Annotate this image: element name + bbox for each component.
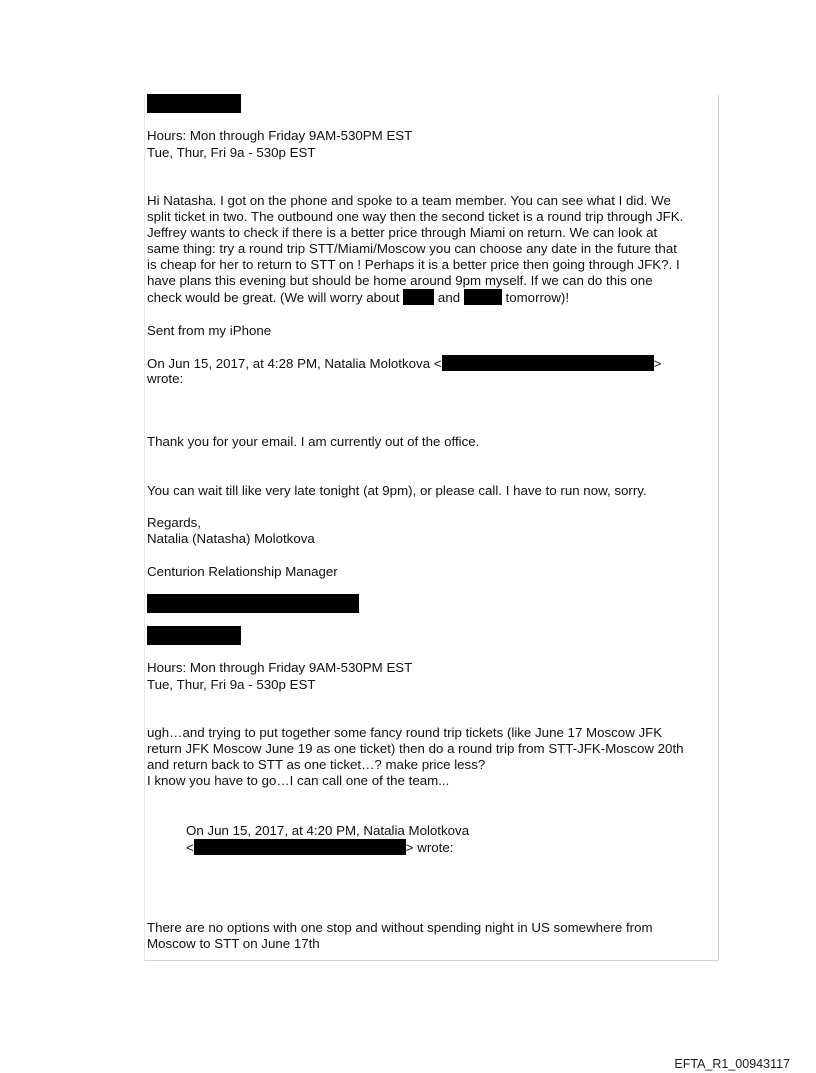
quote-body: You can wait till like very late tonight (at 9pm), or please call. I have to run now, sorry.: [147, 483, 647, 498]
quote-body: Thank you for your email. I am currently out of the office.: [147, 434, 480, 449]
redaction-bar: [147, 626, 241, 645]
message-line: return JFK Moscow June 19 as one ticket) then do a round trip from STT-JFK-Moscow 20th: [147, 741, 684, 756]
quote-header-text: > wrote:: [405, 840, 454, 855]
quote-header-text: On Jun 15, 2017, at 4:28 PM, Natalia Molotkova <: [147, 356, 442, 371]
reply-line: same thing: try a round trip STT/Miami/Moscow you can choose any date in the future that: [147, 241, 677, 256]
reply-line: [147, 289, 719, 306]
sender-title: Centurion Relationship Manager: [147, 564, 338, 579]
quote-body-line: Moscow to STT on June 17th: [147, 936, 320, 951]
sender-name: Natalia (Natasha) Molotkova: [147, 531, 315, 546]
regards: Regards,: [147, 515, 201, 530]
reply-line: Jeffrey wants to check if there is a better price through Miami on return. We can look at: [147, 225, 658, 240]
message-line: ugh…and trying to put together some fancy round trip tickets (like June 17 Moscow JFK: [147, 725, 663, 740]
redaction-bar: [147, 594, 359, 613]
quote-body: [147, 920, 719, 952]
quote-header-text: <: [186, 840, 194, 855]
message-line: I know you have to go…I can call one of the team...: [147, 773, 450, 788]
quote-body-line: There are no options with one stop and without spending night in US somewhere from: [147, 920, 653, 935]
redaction-inline: [464, 289, 502, 305]
reply-line: have plans this evening but should be home around 9pm myself. If we can do this one: [147, 273, 653, 288]
quote-header: [186, 839, 453, 856]
reply-paragraph: [147, 193, 719, 306]
message-paragraph: [147, 725, 719, 789]
hours-line: Hours: Mon through Friday 9AM-530PM EST: [147, 128, 413, 143]
reply-line: Hi Natasha. I got on the phone and spoke to a team member. You can see what I did. We: [147, 193, 671, 208]
quote-wrote: wrote:: [147, 371, 184, 386]
redaction-inline: [403, 289, 434, 305]
reply-text: and: [437, 290, 461, 305]
document-id: EFTA_R1_00943117: [674, 1057, 790, 1071]
redaction-inline: [442, 355, 654, 371]
signature: Sent from my iPhone: [147, 323, 272, 338]
quote-header: [147, 355, 661, 372]
hours-line: Tue, Thur, Fri 9a - 530p EST: [147, 677, 316, 692]
quote-header: On Jun 15, 2017, at 4:20 PM, Natalia Molotkova: [186, 823, 470, 838]
redaction-inline: [194, 839, 406, 855]
reply-text: tomorrow)!: [505, 290, 570, 305]
message-line: and return back to STT as one ticket…? make price less?: [147, 757, 486, 772]
hours-line: Hours: Mon through Friday 9AM-530PM EST: [147, 660, 413, 675]
quote-header-text: >: [653, 356, 662, 371]
reply-text: check would be great. (We will worry about: [147, 290, 400, 305]
redaction-bar: [147, 94, 241, 113]
hours-line: Tue, Thur, Fri 9a - 530p EST: [147, 145, 316, 160]
reply-line: is cheap for her to return to STT on ! Perhaps it is a better price then going through JFK?. I: [147, 257, 680, 272]
reply-line: split ticket in two. The outbound one way then the second ticket is a round trip through JFK.: [147, 209, 684, 224]
